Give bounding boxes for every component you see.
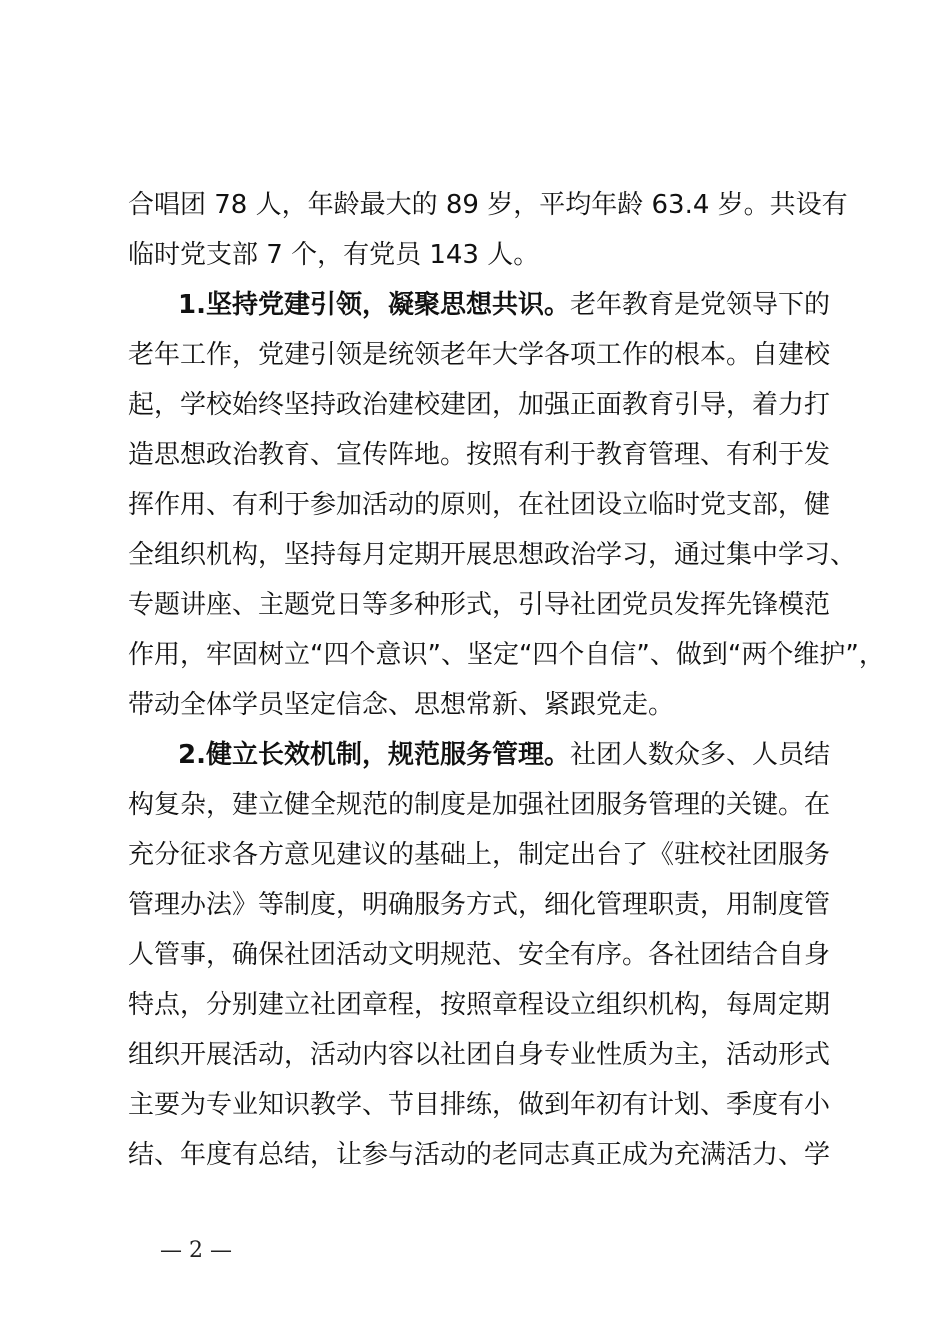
body-text-line: 全组织机构，坚持每月定期开展思想政治学习，通过集中学习、 — [128, 540, 857, 570]
body-text-line: 充分征求各方意见建议的基础上，制定出台了《驻校社团服务 — [128, 840, 831, 870]
body-text-line: 老年工作，党建引领是统领老年大学各项工作的根本。自建校 — [128, 340, 831, 370]
section-1-lead: 老年教育是党领导下的 — [569, 290, 830, 320]
section-2-lead: 社团人数众多、人员结 — [569, 740, 830, 770]
body-text-line: 管理办法》等制度，明确服务方式，细化管理职责，用制度管 — [128, 890, 831, 920]
body-text-line: 造思想政治教育、宣传阵地。按照有利于教育管理、有利于发 — [128, 440, 831, 470]
body-text-line: 起，学校始终坚持政治建校建团，加强正面教育引导，着力打 — [128, 390, 831, 420]
body-text-line: 带动全体学员坚定信念、思想常新、紧跟党走。 — [128, 690, 675, 720]
body-text-line: 组织开展活动，活动内容以社团自身专业性质为主，活动形式 — [128, 1040, 831, 1070]
page-number: — 2 — — [160, 1238, 232, 1263]
body-text-line: 构复杂，建立健全规范的制度是加强社团服务管理的关键。在 — [128, 790, 831, 820]
body-text-line: 主要为专业知识教学、节目排练，做到年初有计划、季度有小 — [128, 1090, 831, 1120]
body-text-line: 结、年度有总结，让参与活动的老同志真正成为充满活力、学 — [128, 1140, 831, 1170]
body-text-line: 挥作用、有利于参加活动的原则，在社团设立临时党支部，健 — [128, 490, 831, 520]
section-1-first-line — [178, 288, 830, 322]
body-text-line: 临时党支部 7 个，有党员 143 人。 — [128, 240, 540, 270]
body-text-line: 特点，分别建立社团章程，按照章程设立组织机构，每周定期 — [128, 990, 831, 1020]
section-1-heading: 1.坚持党建引领，凝聚思想共识。 — [178, 290, 570, 320]
body-text-line: 作用，牢固树立“四个意识”、坚定“四个自信”、做到“两个维护”， — [128, 640, 885, 670]
body-text-line: 人管事，确保社团活动文明规范、安全有序。各社团结合自身 — [128, 940, 831, 970]
body-text-line: 合唱团 78 人，年龄最大的 89 岁，平均年龄 63.4 岁。共设有 — [128, 190, 848, 220]
section-2-first-line — [178, 738, 830, 772]
body-text-line: 专题讲座、主题党日等多种形式，引导社团党员发挥先锋模范 — [128, 590, 831, 620]
section-2-heading: 2.健立长效机制，规范服务管理。 — [178, 740, 570, 770]
